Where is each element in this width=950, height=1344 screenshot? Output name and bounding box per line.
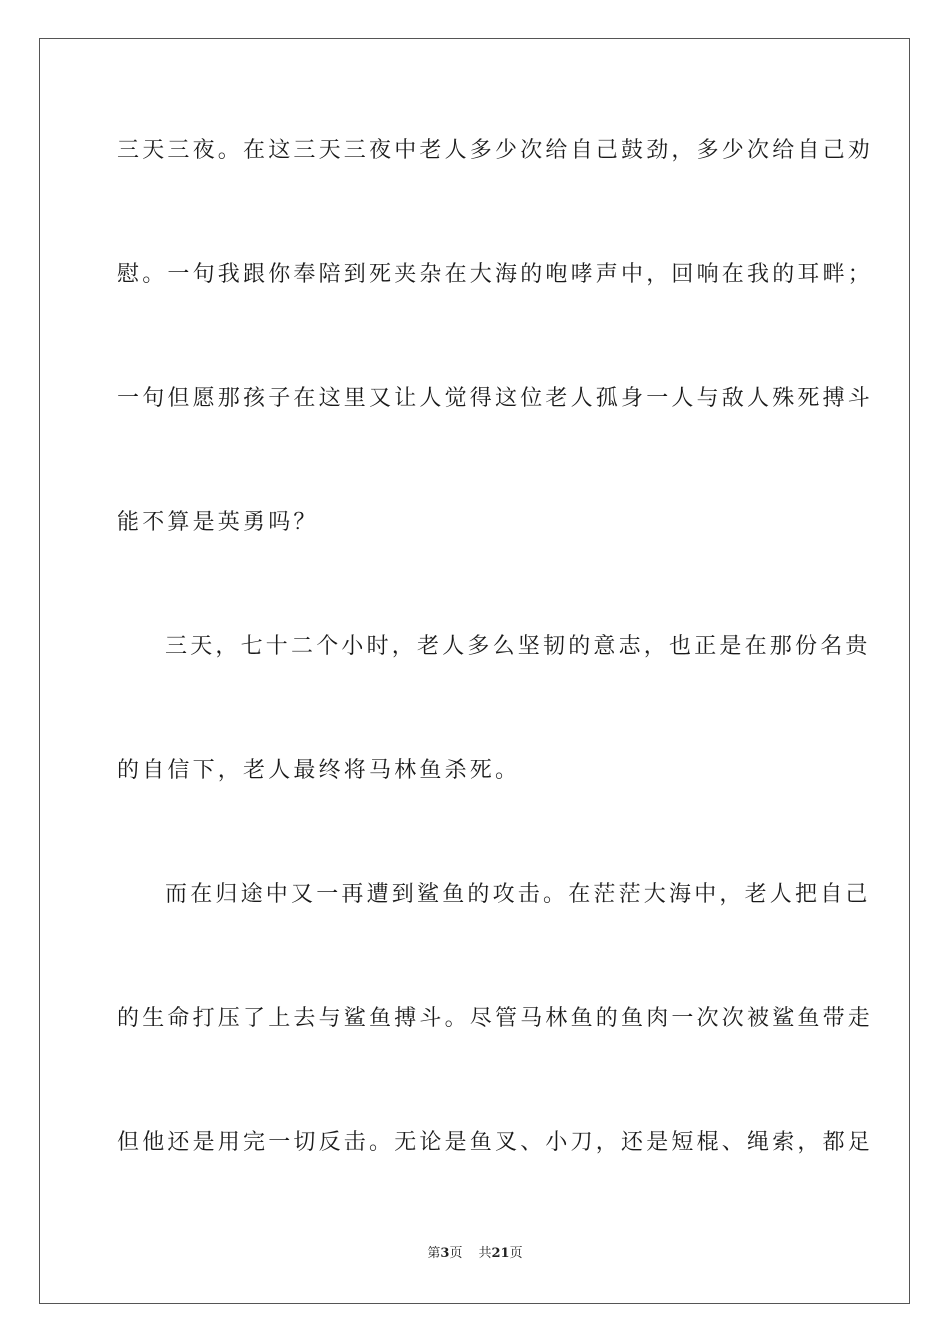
text-line-1: 三天三夜。在这三天三夜中老人多少次给自己鼓劲，多少次给自己劝	[117, 138, 874, 163]
footer-total-suffix: 页	[509, 1246, 523, 1261]
text-line-5: 三天，七十二个小时，老人多么坚韧的意志，也正是在那份名贵	[165, 634, 871, 659]
text-line-3: 一句但愿那孩子在这里又让人觉得这位老人孤身一人与敌人殊死搏斗	[117, 386, 874, 411]
footer-page-suffix: 页	[449, 1246, 463, 1261]
text-line-9: 但他还是用完一切反击。无论是鱼叉、小刀，还是短棍、绳索，都足	[117, 1130, 874, 1155]
page-border	[39, 38, 910, 1304]
footer-page-current: 3	[440, 1246, 450, 1261]
footer-page-total: 21	[491, 1246, 510, 1261]
text-line-8: 的生命打压了上去与鲨鱼搏斗。尽管马林鱼的鱼肉一次次被鲨鱼带走	[117, 1006, 874, 1031]
page-footer	[0, 1245, 950, 1263]
footer-total-prefix: 共	[478, 1246, 492, 1261]
footer-page-prefix: 第	[427, 1246, 441, 1261]
text-line-7: 而在归途中又一再遭到鲨鱼的攻击。在茫茫大海中，老人把自己	[165, 882, 871, 907]
text-line-6: 的自信下，老人最终将马林鱼杀死。	[117, 758, 521, 783]
text-line-2: 慰。一句我跟你奉陪到死夹杂在大海的咆哮声中，回响在我的耳畔；	[117, 262, 874, 287]
text-line-4: 能不算是英勇吗？	[117, 510, 319, 535]
